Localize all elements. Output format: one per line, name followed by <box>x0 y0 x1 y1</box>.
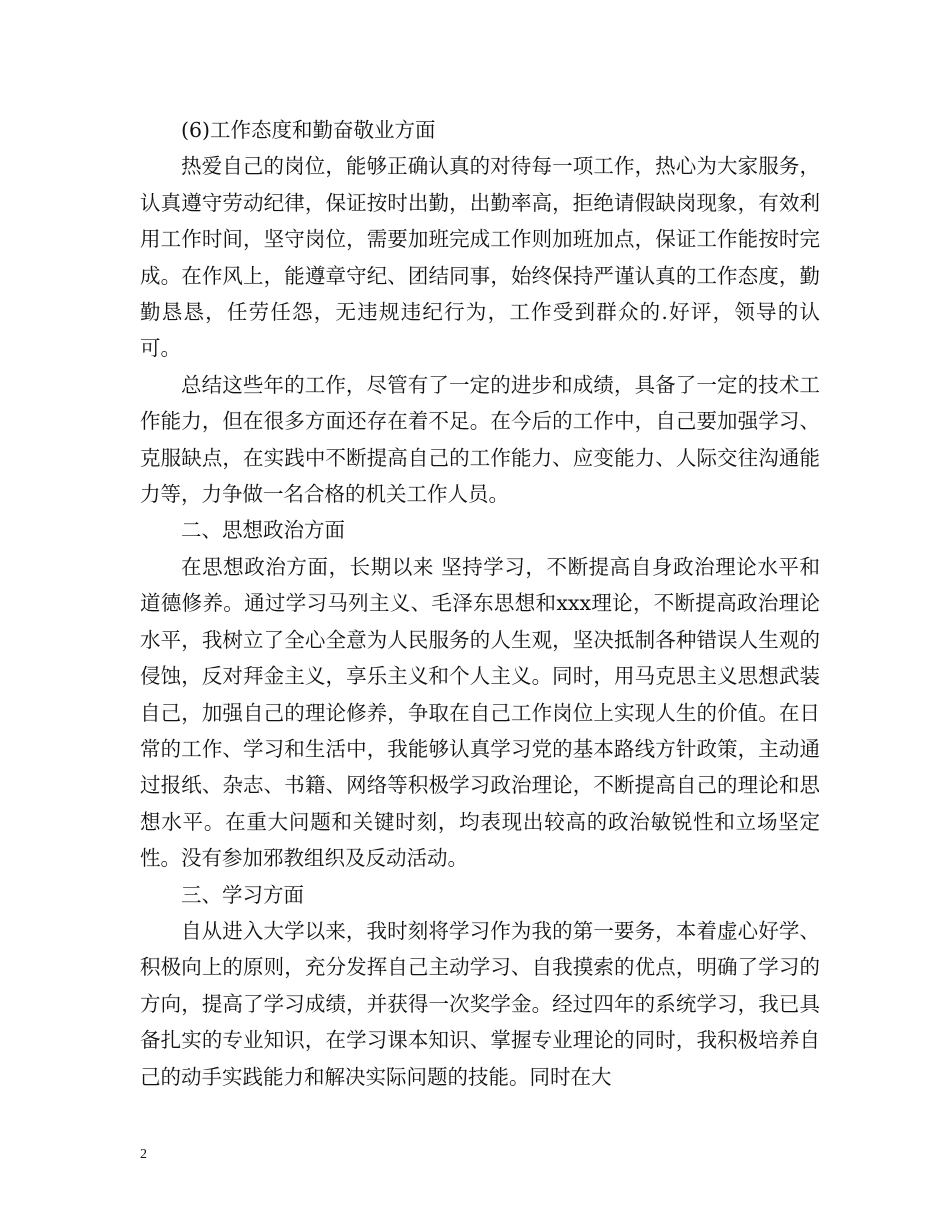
document-body <box>140 112 820 1095</box>
section-heading: 二、思想政治方面 <box>181 518 345 543</box>
section-heading: (6)工作态度和勤奋敬业方面 <box>181 118 436 142</box>
body-paragraph: 自从进入大学以来，我时刻将学习作为我的第一要务，本着虚心好学、积极向上的原则，充分发挥自己主动学习、自我摸索的优点，明确了学习的方向，提高了学习成绩，并获得一次奖学金。经过四年的系统学习，我已具备扎实的专业知识，在学习课本知识、掌握专业理论的同时，我积极培养自己的动手实践能力和解决实际问题的技能。同时在大 <box>140 918 820 1089</box>
page-number: 2 <box>140 1147 147 1162</box>
body-paragraph: 在思想政治方面，长期以来 坚持学习，不断提高自身政治理论水平和道德修养。通过学习马列主义、毛泽东思想和xxx理论，不断提高政治理论水平，我树立了全心全意为人民服务的人生观，坚决抵制各种错误人生观的侵蚀，反对拜金主义，享乐主义和个人主义。同时，用马克思主义思想武装自己，加强自己的理论修养，争取在自己工作岗位上实现人生的价值。在日常的工作、学习和生活中，我能够认真学习党的基本路线方针政策，主动通过报纸、杂志、书籍、网络等积极学习政治理论，不断提高自己的理论和思想水平。在重大问题和关键时刻，均表现出较高的政治敏锐性和立场坚定性。没有参加邪教组织及反动活动。 <box>140 554 820 871</box>
body-paragraph: 总结这些年的工作，尽管有了一定的进步和成绩，具备了一定的技术工作能力，但在很多方面还存在着不足。在今后的工作中，自己要加强学习、克服缺点，在实践中不断提高自己的工作能力、应变能力、人际交往沟通能力等，力争做一名合格的机关工作人员。 <box>140 372 820 507</box>
section-heading: 三、学习方面 <box>181 882 304 907</box>
body-paragraph: 热爱自己的岗位，能够正确认真的对待每一项工作，热心为大家服务，认真遵守劳动纪律，保证按时出勤，出勤率高，拒绝请假缺岗现象，有效利用工作时间，坚守岗位，需要加班完成工作则加班加点，保证工作能按时完成。在作风上，能遵章守纪、团结同事，始终保持严谨认真的工作态度，勤勤恳恳，任劳任怨，无违规违纪行为，工作受到群众的.好评，领导的认可。 <box>140 154 820 361</box>
